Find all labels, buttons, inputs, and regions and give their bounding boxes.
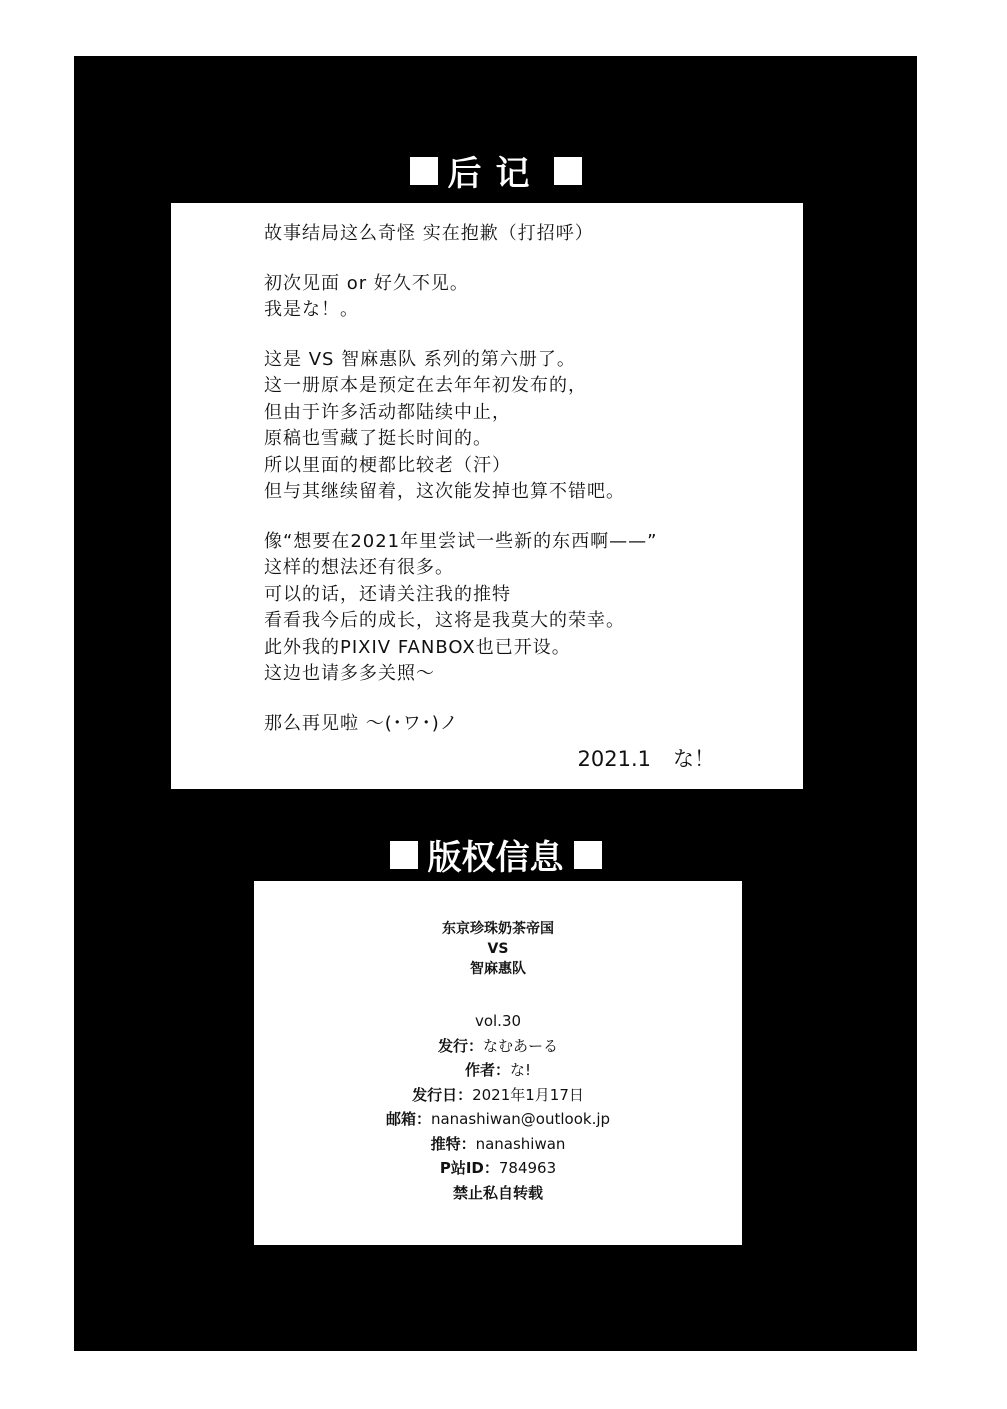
- pixiv-value: 784963: [498, 1159, 557, 1177]
- square-bullet-icon: [390, 841, 418, 869]
- afterword-line: 此外我的PIXIV FANBOX也已开设。: [264, 636, 571, 658]
- release-date-value: 2021年1月17日: [472, 1085, 584, 1104]
- author-label: 作者：: [464, 1061, 510, 1079]
- afterword-line: 故事结局这么奇怪 实在抱歉（打招呼）: [264, 223, 594, 244]
- afterword-line: 但由于许多活动都陆续中止，: [264, 401, 511, 423]
- copyright-heading-text: 版权信息: [427, 838, 564, 878]
- afterword-panel: [171, 203, 803, 789]
- release-date-row: [254, 1083, 742, 1108]
- work-title-line: VS: [487, 941, 509, 957]
- afterword-line: 那么再见啦 ～(･ワ･)ノ: [264, 712, 459, 734]
- afterword-line: 原稿也雪藏了挺长时间的。: [264, 428, 492, 449]
- paragraph-gap: [264, 506, 794, 529]
- afterword-line: 我是な！。: [264, 299, 359, 320]
- afterword-line: 像“想要在2021年里尝试一些新的东西啊——”: [264, 530, 658, 552]
- publisher-value: なむあーる: [483, 1036, 559, 1055]
- twitter-label: 推特：: [430, 1134, 476, 1153]
- paragraph-gap: [264, 248, 794, 271]
- afterword-line: 这边也请多多关照～: [264, 663, 435, 684]
- email-label: 邮箱：: [385, 1110, 431, 1128]
- afterword-line: 初次见面 or 好久不见。: [264, 272, 469, 294]
- work-title: [254, 919, 742, 979]
- afterword-line: 这是 VS 智麻惠队 系列的第六册了。: [264, 348, 576, 370]
- afterword-line: 但与其继续留着，这次能发掉也算不错吧。: [264, 481, 625, 502]
- work-title-line: 智麻惠队: [470, 961, 526, 977]
- afterword-line: 看看我今后的成长，这将是我莫大的荣幸。: [264, 610, 625, 631]
- email-value: nanashiwan@outlook.jp: [430, 1110, 611, 1128]
- afterword-text: [264, 221, 794, 737]
- afterword-line: 可以的话，还请关注我的推特: [264, 583, 511, 605]
- copyright-panel: [254, 881, 742, 1245]
- paragraph-gap: [264, 324, 794, 347]
- twitter-row: [254, 1132, 742, 1157]
- afterword-line: 这一册原本是预定在去年年初发布的，: [264, 375, 587, 396]
- black-page-frame: [74, 56, 917, 1351]
- email-row: [254, 1107, 742, 1132]
- author-value: な!: [510, 1061, 532, 1079]
- paragraph-gap: [264, 688, 794, 711]
- square-bullet-icon: [410, 157, 438, 185]
- copyright-heading: [74, 830, 917, 879]
- publisher-row: [254, 1034, 742, 1059]
- square-bullet-icon: [574, 841, 602, 869]
- volume-number: vol.30: [474, 1012, 522, 1030]
- publication-info: [254, 1009, 742, 1205]
- pixiv-label: P站ID：: [439, 1159, 499, 1177]
- publisher-label: 发行：: [437, 1036, 483, 1055]
- afterword-heading-text: 后记: [447, 154, 544, 194]
- afterword-line: 这样的想法还有很多。: [264, 557, 454, 578]
- afterword-line: 所以里面的梗都比较老（汗）: [264, 454, 511, 476]
- twitter-value: nanashiwan: [475, 1134, 566, 1153]
- signature-author: な！: [673, 747, 715, 771]
- afterword-heading: [74, 146, 917, 195]
- square-bullet-icon: [554, 157, 582, 185]
- afterword-signature: [578, 743, 715, 773]
- reprint-notice: 禁止私自转载: [452, 1183, 543, 1202]
- signature-date: 2021.1: [577, 747, 651, 771]
- author-row: [254, 1058, 742, 1083]
- work-title-line: 东京珍珠奶茶帝国: [442, 921, 554, 937]
- pixiv-row: [254, 1156, 742, 1181]
- release-date-label: 发行日：: [412, 1085, 473, 1104]
